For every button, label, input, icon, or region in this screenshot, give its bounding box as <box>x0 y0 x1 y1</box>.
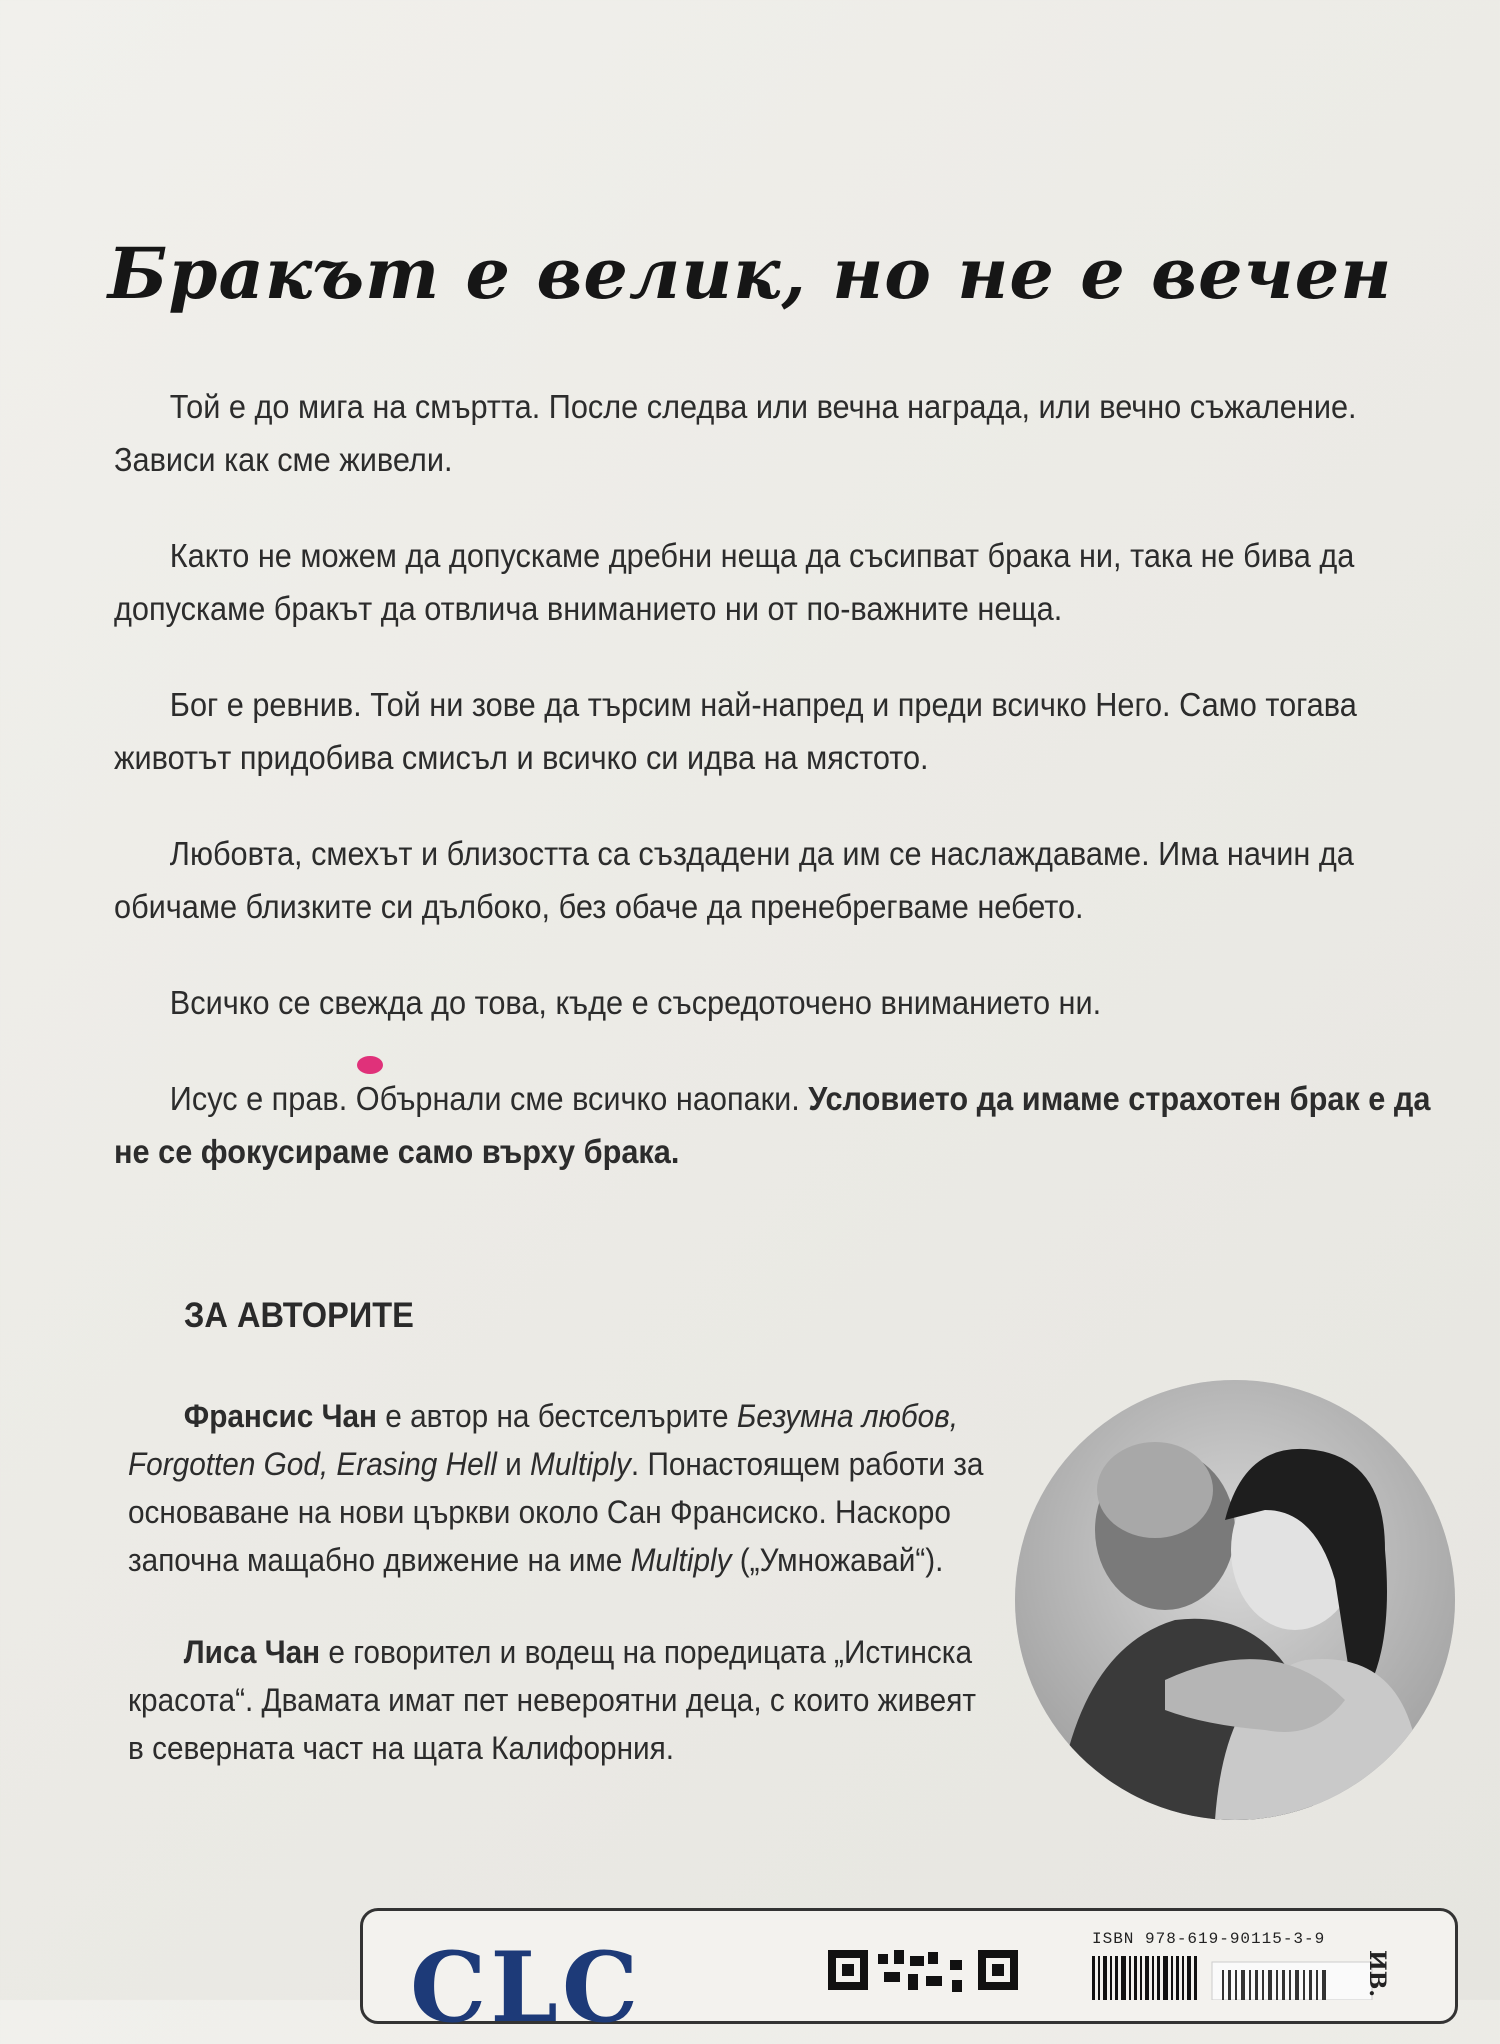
author-name: Лиса Чан <box>183 1634 321 1670</box>
bio-text: е говорител и водещ на поредицата „Истинска красота“. Двамата имат пет невероятни деца, с които живеят в северната част на щата Калифорния. <box>128 1634 976 1766</box>
final-bold-text: Условието да имаме страхотен брак е да не се фокусираме само върху брака. <box>114 1080 1431 1170</box>
paragraph-final <box>114 1072 1443 1178</box>
ink-spot-mark <box>356 1054 386 1076</box>
blurb-text <box>114 380 1450 1221</box>
isbn-number: ISBN 978-619-90115-3-9 <box>1092 1930 1326 1948</box>
bio-text: е автор на бестселърите <box>377 1398 737 1434</box>
qr-code-icon <box>828 1950 1024 2000</box>
bio-italic: Безумна любов, Forgotten God, Erasing Hell <box>128 1398 959 1482</box>
edge-label: ИВ. <box>1364 1950 1390 1998</box>
bio-lisa <box>128 1628 984 1772</box>
paragraph: Както не можем да допускаме дребни неща да съсипват брака ни, така не бива да допускаме бракът да отвлича вниманието ни от по-важните неща. <box>114 537 1355 627</box>
paragraph: Бог е ревнив. Той ни зове да търсим най-напред и преди всичко Него. Само тогава животът придобива смисъл и всичко си идва на мястото. <box>114 686 1357 776</box>
paragraph: Всичко се свежда до това, къде е съсредоточено вниманието ни. <box>169 984 1102 1021</box>
authors-bio <box>128 1392 988 1816</box>
paragraph: Той е до мига на смъртта. После следва или вечна награда, или вечно съжаление. Зависи как сме живели. <box>114 388 1357 478</box>
bio-francis <box>128 1392 984 1584</box>
final-normal-text: Исус е прав. Обърнали сме всичко наопаки. <box>169 1080 809 1117</box>
bio-italic: Multiply <box>530 1446 631 1482</box>
bio-text: . Понастоящем работи за основаване на нови църкви около Сан Франсиско. Наскоро започна мащабно движение на име <box>128 1446 984 1578</box>
barcode-icon <box>1092 1956 1392 2000</box>
author-name: Франсис Чан <box>183 1398 378 1434</box>
about-authors-heading: ЗА АВТОРИТЕ <box>184 1296 414 1335</box>
book-title: Бракът е велик, но не е вечен <box>107 232 1393 315</box>
paragraph: Любовта, смехът и близостта са създадени да им се наслаждаваме. Има начин да обичаме близките си дълбоко, без обаче да пренебрегваме небето. <box>114 835 1354 925</box>
publisher-logo: CLC <box>410 1931 643 2044</box>
bio-text: и <box>496 1446 531 1482</box>
bio-italic: Multiply <box>630 1542 732 1578</box>
bio-text: („Умножавай“). <box>731 1542 944 1578</box>
authors-photo <box>1015 1380 1455 1820</box>
